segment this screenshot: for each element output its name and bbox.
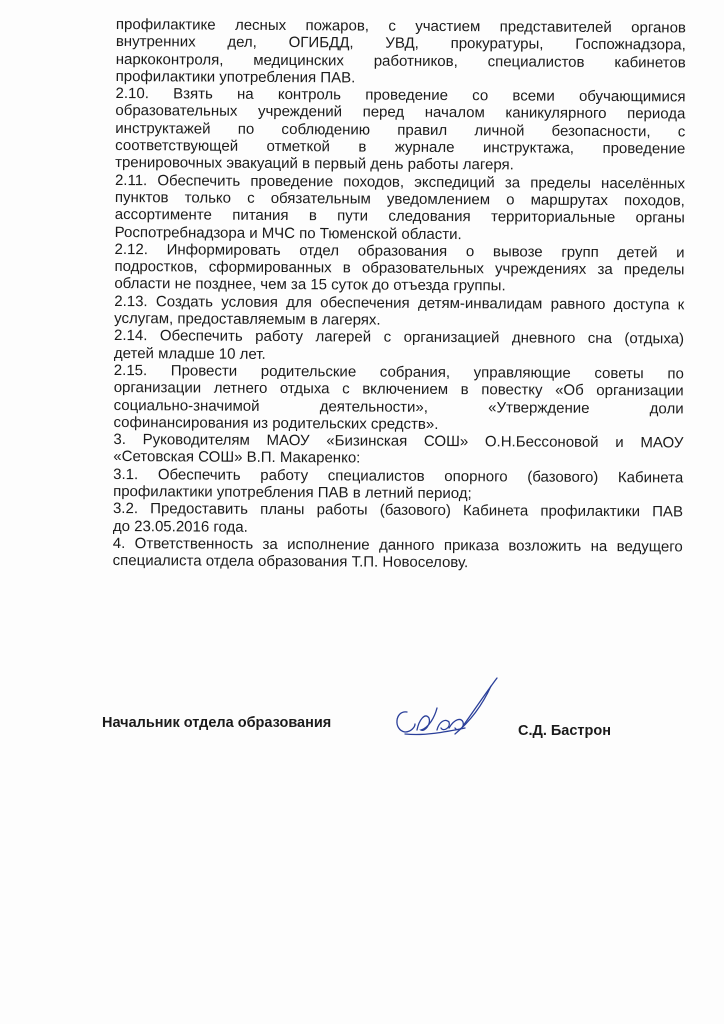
signatory-position: Начальник отдела образования [102,715,332,731]
text-line: до 23.05.2016 года. [112,517,248,536]
text-line: 2.15. Провести родительские собрания, управляющие советы по [113,361,684,383]
text-line: «Сетовская СОШ» В.П. Макаренко: [113,448,361,467]
text-line: 2.14. Обеспечить работу лагерей с организацией дневного сна (отдыха) [113,327,685,348]
text-line: профилактике лесных пожаров, с участием представителей органов [115,16,686,37]
paragraph [113,431,683,469]
text-line: тренировочных эвакуаций в первый день работы лагеря. [115,154,514,174]
paragraph [116,16,686,89]
text-line: Роспотребнадзора и МЧС по Тюменской области. [114,223,462,243]
paragraph [113,535,683,573]
text-line: софинансирования из родительских средств». [113,413,439,433]
signatory-name: С.Д. Бастрон [518,723,612,739]
text-line: организации летнего отдыха с включением в повестку «Об организации [113,379,684,400]
text-line: 2.11. Обеспечить проведение походов, экспедиций за пределы населённых [114,171,686,193]
text-line: профилактики употребления ПАВ. [115,67,356,87]
paragraph [113,466,683,504]
paragraph [113,500,683,538]
text-line: 4. Ответственность за исполнение данного приказа возложить на ведущего [112,534,683,556]
text-line: 3.2. Предоставить планы работы (базового) Кабинета профилактики ПАВ [112,500,684,521]
text-line: инструктажей по соблюдению правил личной безопасности, с [115,119,686,141]
text-line: 3. Руководителям МАОУ «Бизинская СОШ» О.Н.Бессоновой и МАОУ [113,431,684,452]
text-line: образовательных учреждений перед началом каникулярного периода [115,102,686,123]
text-line: соответствующей отметкой в журнале инструктажа, проведение [115,137,686,158]
text-line: области не позднее, чем за 15 суток до отъезда группы. [114,275,506,295]
paragraph [115,85,686,175]
text-line: внутренних дел, ОГИБДД, УВД, прокуратуры, Госпожнадзора, [115,33,686,54]
text-line: 3.1. Обеспечить работу специалистов опорного (базового) Кабинета [113,465,684,487]
paragraph [115,172,685,245]
text-line: пунктов только с обязательным уведомлением о маршрутах походов, [114,188,685,210]
text-line: подростков, сформированных в образовательных учреждениях за пределы [114,258,685,279]
text-line: услугам, предоставляемым в лагерях. [114,310,381,329]
handwritten-signature [385,672,505,752]
text-line: ассортименте питания в пути следования территориальные органы [114,206,685,227]
paragraph [113,362,683,435]
paragraph [114,327,684,365]
paragraph [114,241,684,296]
text-line: специалиста отдела образования Т.П. Новоселову. [112,552,469,572]
document-body [113,16,686,573]
text-line: 2.12. Информировать отдел образования о вывозе групп детей и [114,240,685,262]
text-line: детей младше 10 лет. [113,344,266,363]
text-line: социально-значимой деятельности», «Утверждение доли [113,396,684,418]
paragraph [114,293,684,331]
text-line: профилактики употребления ПАВ в летний период; [113,483,472,503]
text-line: 2.13. Создать условия для обеспечения детям-инвалидам равного доступа к [114,292,685,314]
text-line: наркоконтроля, медицинских работников, специалистов кабинетов [115,50,686,72]
text-line: 2.10. Взять на контроль проведение со всеми обучающимися [115,85,686,106]
